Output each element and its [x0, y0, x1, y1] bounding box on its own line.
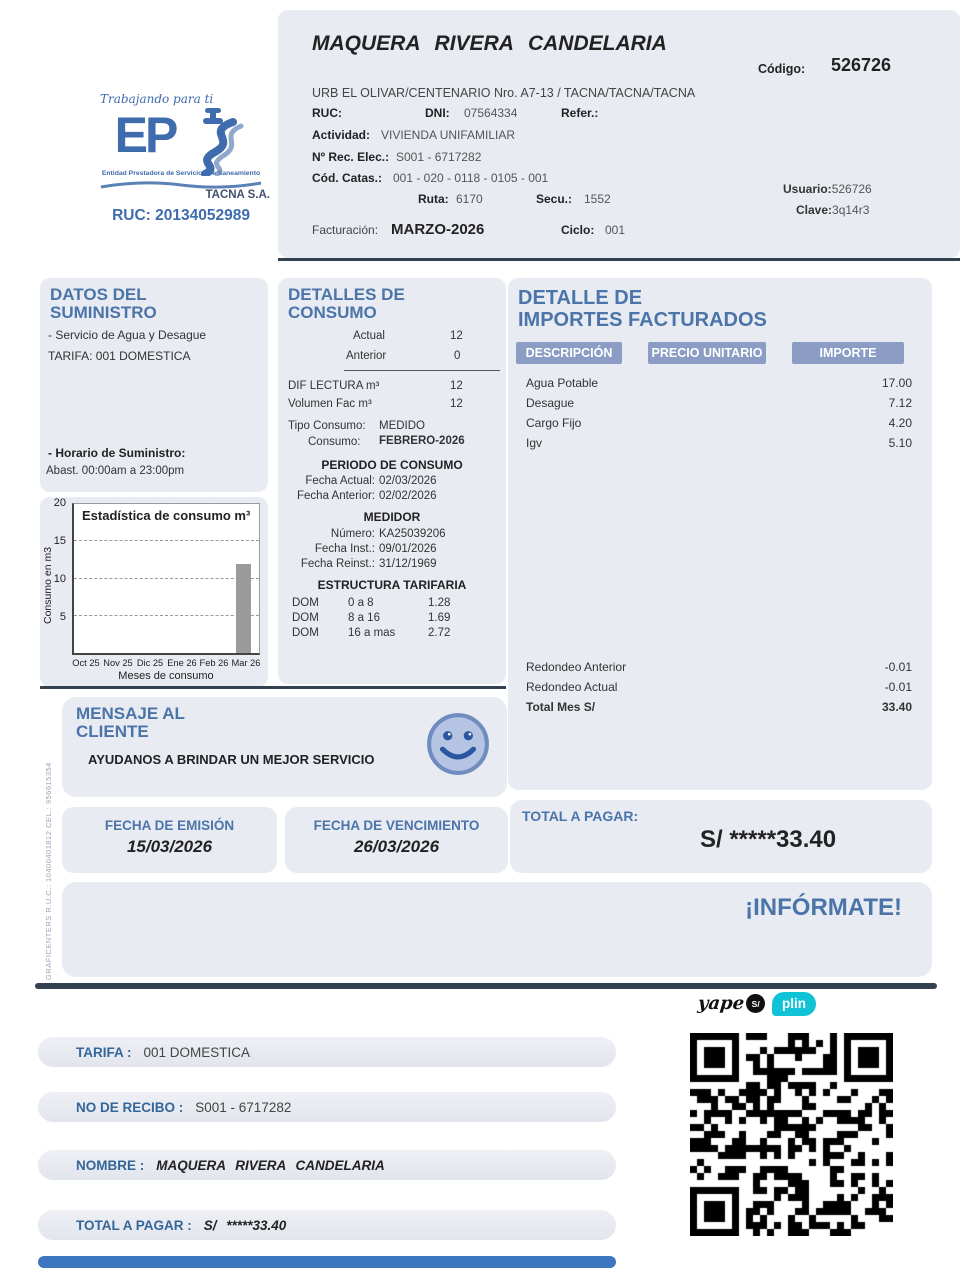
- dif-value: 12: [450, 380, 463, 392]
- header-divider: [278, 258, 960, 261]
- mensaje-title: [76, 705, 185, 742]
- estructura-title: ESTRUCTURA TARIFARIA: [317, 578, 467, 592]
- chart-xlabel: Meses de consumo: [118, 670, 214, 682]
- importes-table-header: [516, 342, 904, 364]
- importe-row: [526, 396, 912, 410]
- fecha-emision-box: [62, 807, 277, 873]
- footer-nombre-row: [38, 1150, 616, 1180]
- fecha-inst-value: 09/01/2026: [379, 543, 437, 555]
- detalles-consumo-box: [278, 278, 506, 684]
- logo-tagline: Trabajando para ti: [100, 92, 214, 106]
- yape-text: yape: [696, 993, 746, 1014]
- total-pagar-box: [510, 800, 932, 873]
- medidor-numero-value: KA25039206: [379, 528, 446, 540]
- ciclo-value: 001: [605, 223, 626, 237]
- col-descripcion: DESCRIPCIÓN: [516, 342, 622, 364]
- importe-value: 5.10: [888, 436, 912, 450]
- clave-row: [796, 203, 870, 217]
- consumo-title-2: CONSUMO: [288, 303, 377, 323]
- tarifa-row-tipo: DOM: [292, 597, 319, 609]
- importe-row: [526, 416, 912, 430]
- fecha-inst-label: Fecha Inst.:: [314, 543, 375, 555]
- total-mes-row: [526, 700, 912, 714]
- redondeo-actual-row: [526, 680, 912, 694]
- tarifa-row-rango: 0 a 8: [348, 597, 374, 609]
- mensaje-title-1: MENSAJE AL: [76, 704, 185, 723]
- customer-name: MAQUERA RIVERA CANDELARIA: [312, 32, 667, 55]
- footer-nombre-value: MAQUERA RIVERA CANDELARIA: [156, 1157, 385, 1173]
- ruc-label: RUC:: [312, 106, 342, 120]
- chart-yticks: 5 10 15 20: [53, 497, 66, 623]
- consumo-title-1: DETALLES DE: [288, 285, 405, 304]
- actividad-label: Actividad:: [312, 128, 371, 142]
- tarifa-row-tipo: DOM: [292, 612, 319, 624]
- clave-value: 3q14r3: [832, 203, 870, 217]
- importes-title-2: IMPORTES FACTURADOS: [518, 308, 767, 331]
- redondeo-anterior-label: Redondeo Anterior: [526, 660, 627, 674]
- total-mes-value: 33.40: [881, 700, 912, 714]
- usuario-row: [783, 182, 872, 196]
- importe-desc: Igv: [526, 436, 543, 450]
- usuario-value: 526726: [831, 182, 872, 196]
- footer-tarifa-label: TARIFA :: [76, 1044, 132, 1060]
- codigo-label: Código:: [758, 62, 806, 76]
- importe-desc: Cargo Fijo: [526, 416, 582, 430]
- suministro-title-1: DATOS DEL: [50, 285, 147, 304]
- facturacion-label: Facturación:: [312, 223, 379, 237]
- importe-value: 17.00: [881, 376, 912, 390]
- footer-total-row: [38, 1210, 616, 1240]
- tarifa-row-rango: 8 a 16: [348, 612, 380, 624]
- section-divider-bar: [35, 983, 937, 989]
- importe-row: [526, 436, 912, 450]
- informate-box: [62, 882, 932, 977]
- footer-recibo-label: NO DE RECIBO :: [76, 1099, 184, 1115]
- importes-title: [518, 288, 767, 331]
- tarifa-line: TARIFA: 001 DOMESTICA: [48, 349, 191, 363]
- importe-desc: Agua Potable: [526, 376, 599, 390]
- fecha-actual-label: Fecha Actual:: [305, 475, 375, 487]
- fecha-anterior-label: Fecha Anterior:: [297, 490, 375, 502]
- fecha-anterior-value: 02/02/2026: [379, 490, 437, 502]
- consumo-title: [288, 286, 405, 323]
- redondeo-anterior-value: -0.01: [884, 660, 912, 674]
- mensaje-title-2: CLIENTE: [76, 722, 149, 742]
- logo-ep-text: EP: [114, 107, 176, 163]
- facturacion-value: MARZO-2026: [391, 221, 485, 238]
- importe-value: 7.12: [888, 396, 912, 410]
- mensaje-text: AYUDANOS A BRINDAR UN MEJOR SERVICIO: [88, 752, 375, 767]
- actividad-value: VIVIENDA UNIFAMILIAR: [381, 128, 516, 142]
- vol-label: Volumen Fac m³: [288, 398, 372, 410]
- yape-sol-icon: S/: [746, 994, 765, 1013]
- tipo-consumo-value: MEDIDO: [379, 420, 425, 432]
- total-pagar-label: TOTAL A PAGAR:: [522, 808, 639, 824]
- fecha-emision-value: 15/03/2026: [126, 837, 213, 856]
- company-ruc: RUC: 20134052989: [112, 207, 250, 224]
- fecha-reinst-label: Fecha Reinst.:: [300, 558, 375, 570]
- footer-recibo-value: S001 - 6717282: [195, 1099, 292, 1115]
- footer-nombre-label: NOMBRE :: [76, 1157, 145, 1173]
- fecha-vencimiento-value: 26/03/2026: [353, 837, 440, 856]
- logo-subtitle: Entidad Prestadora de Servicios de Saneamiento: [101, 170, 261, 177]
- consumo-mes-label: Consumo:: [308, 436, 361, 448]
- suministro-title-2: SUMINISTRO: [50, 303, 157, 323]
- fecha-vencimiento-box: [285, 807, 508, 873]
- yape-logo: [698, 993, 765, 1014]
- informate-text: ¡INFÓRMATE!: [745, 894, 902, 921]
- tarifa-row-precio: 1.28: [428, 597, 451, 609]
- qr-code: [690, 1033, 893, 1236]
- codigo-value: 526726: [831, 55, 892, 75]
- redondeo-anterior-row: [526, 660, 912, 674]
- lecturas-rule: [344, 370, 500, 371]
- importe-desc: Desague: [526, 396, 575, 410]
- medidor-title: MEDIDOR: [363, 510, 421, 524]
- dni-value: 07564334: [464, 106, 518, 120]
- tarifa-row-rango: 16 a mas: [348, 627, 396, 639]
- footer-tarifa-value: 001 DOMESTICA: [143, 1044, 251, 1060]
- tarifa-row-precio: 2.72: [428, 627, 451, 639]
- ruta-label: Ruta:: [418, 192, 449, 206]
- ruta-value: 6170: [456, 192, 483, 206]
- tipo-consumo-label: Tipo Consumo:: [288, 420, 366, 432]
- dni-label: DNI:: [425, 106, 450, 120]
- redondeo-actual-value: -0.01: [884, 680, 912, 694]
- importe-value: 4.20: [888, 416, 912, 430]
- smiley-face-icon: [425, 711, 491, 782]
- rec-elec-label: Nº Rec. Elec.:: [312, 150, 390, 164]
- suministro-title: [50, 286, 157, 323]
- fecha-emision-label: FECHA DE EMISIÓN: [104, 818, 235, 833]
- chart-title: Estadística de consumo m³: [82, 508, 251, 523]
- horario-label: - Horario de Suministro:: [48, 446, 186, 460]
- actual-label: Actual: [353, 330, 385, 342]
- customer-address: URB EL OLIVAR/CENTENARIO Nro. A7-13 / TACNA/TACNA/TACNA: [312, 86, 696, 100]
- mensaje-cliente-box: [62, 697, 507, 797]
- importe-row: [526, 376, 912, 390]
- usuario-label: Usuario:: [783, 182, 832, 196]
- fecha-reinst-value: 31/12/1969: [379, 558, 437, 570]
- total-mes-label: Total Mes S/: [526, 700, 596, 714]
- chart-plot: [72, 503, 260, 655]
- tarifa-row-precio: 1.69: [428, 612, 451, 624]
- footer-total-label: TOTAL A PAGAR :: [76, 1217, 192, 1233]
- datos-suministro-box: [40, 278, 268, 492]
- footer-recibo-row: [38, 1092, 616, 1122]
- anterior-label: Anterior: [346, 350, 387, 362]
- consumption-chart-box: [40, 497, 268, 687]
- ciclo-label: Ciclo:: [561, 223, 595, 237]
- dif-label: DIF LECTURA m³: [288, 380, 380, 392]
- catas-value: 001 - 020 - 0118 - 0105 - 001: [393, 171, 549, 185]
- printer-credit: GRAFICENTERS R.U.C.: 10400401812 CEL.: 956615354: [44, 762, 53, 980]
- left-column-divider: [40, 686, 506, 689]
- footer-tarifa-row: [38, 1037, 616, 1067]
- company-logo: [86, 92, 276, 225]
- refer-label: Refer.:: [561, 106, 599, 120]
- total-pagar-value: S/ *****33.40: [700, 826, 837, 853]
- horario-value: Abast. 00:00am a 23:00pm: [46, 465, 185, 477]
- vol-value: 12: [450, 398, 463, 410]
- importes-facturados-box: [508, 278, 932, 790]
- rec-elec-value: S001 - 6717282: [396, 150, 482, 164]
- secu-value: 1552: [584, 192, 611, 206]
- importes-title-1: DETALLE DE: [518, 287, 643, 309]
- tarifa-row-tipo: DOM: [292, 627, 319, 639]
- anterior-value: 0: [454, 350, 461, 362]
- plin-logo: plin: [772, 992, 816, 1016]
- footer-total-value: S/ *****33.40: [203, 1217, 287, 1233]
- redondeo-actual-label: Redondeo Actual: [526, 680, 618, 694]
- customer-header-box: [278, 10, 960, 258]
- col-precio-unitario: PRECIO UNITARIO: [648, 342, 766, 364]
- bottom-accent-bar: [38, 1256, 616, 1268]
- chart-xlabels: Oct 25 Nov 25 Dic 25 Ene 26 Feb 26 Mar 26: [72, 658, 261, 668]
- medidor-numero-label: Número:: [330, 528, 375, 540]
- periodo-title: PERIODO DE CONSUMO: [321, 458, 463, 472]
- fecha-vencimiento-label: FECHA DE VENCIMIENTO: [313, 818, 480, 833]
- clave-label: Clave:: [796, 203, 833, 217]
- secu-label: Secu.:: [536, 192, 573, 206]
- catas-label: Cód. Catas.:: [312, 171, 383, 185]
- consumo-mes-value: FEBRERO-2026: [379, 435, 465, 447]
- col-importe: IMPORTE: [792, 342, 904, 364]
- logo-company-name: TACNA S.A.: [205, 189, 270, 201]
- chart-ylabel: Consumo en m3: [42, 546, 54, 624]
- fecha-actual-value: 02/03/2026: [379, 475, 437, 487]
- service-type: - Servicio de Agua y Desague: [48, 328, 207, 342]
- actual-value: 12: [450, 330, 463, 342]
